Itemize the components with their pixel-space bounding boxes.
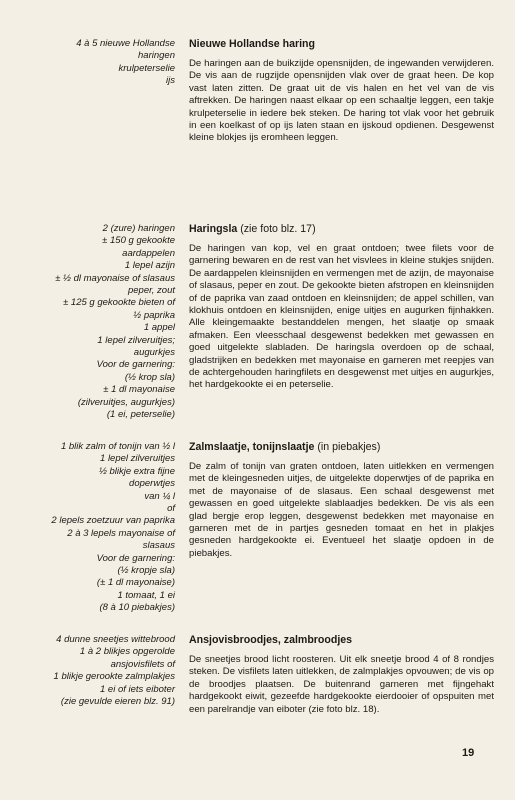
recipe-title xyxy=(189,223,494,236)
ingredient-line: 4 à 5 nieuwe Hollandse xyxy=(76,38,175,49)
ingredient-line: 1 appel xyxy=(143,322,175,334)
ingredient-line: aardappelen xyxy=(122,247,175,259)
ingredient-line: ± 1 dl mayonaise xyxy=(103,384,175,396)
recipe-body: De haringen aan de buikzijde opensnijden, de ingewanden verwijderen. De vis aan de rugzijde opensnijden vlak over de graat heen. De kop vast laten zitten. De graat uit de vis halen en het vel van de vis aftrekken. De haringen naast elkaar op een schaaltje leggen, een takje krulpeterselie in iedere bek steken. De haring tot vlak voor het gebruik in een koelkast of op ijs laten staan en ijskoud opdienen. Desgewenst kleine blokjes ijs eromheen leggen. xyxy=(189,58,494,144)
ingredient-line: 1 tomaat, 1 ei xyxy=(117,589,175,601)
ingredient-line: 1 lepel azijn xyxy=(124,260,175,272)
ingredient-line: (± 1 dl mayonaise) xyxy=(96,577,175,589)
recipe-text xyxy=(189,441,494,560)
ingredient-line: ± ½ dl mayonaise of slasaus xyxy=(55,272,175,284)
ingredient-line: 1 à 2 blikjes opgerolde xyxy=(79,646,175,658)
ingredient-line: 4 dunne sneetjes wittebrood xyxy=(56,634,175,645)
ingredient-line: (zie gevulde eieren blz. 91) xyxy=(60,696,175,708)
recipe-body: De zalm of tonijn van graten ontdoen, laten uitlekken en vermengen met de kleingesneden uitjes, de uitgelekte doperwtjes of de paprika en met de mayonaise of de slasaus. Een schaal desgewenst met gewassen en goed uitgelekte slablaadjes bedekken. De vis als een glad bergje erop leggen, desgewenst bedekken met mayonaise en garneren met de in partjes gesneden tomaat en het in plakjes gesneden hardgekookte ei. Eventueel het slaatje opdoen in de piebakjes. xyxy=(189,461,494,559)
ingredient-line: 1 lepel zilveruitjes xyxy=(100,453,175,465)
ingredient-list xyxy=(20,38,175,88)
ingredient-line: slasaus xyxy=(142,540,175,552)
ingredient-line: augurkjes xyxy=(133,347,175,359)
recipe-title xyxy=(189,634,494,647)
recipe-title-text: Haringsla xyxy=(189,223,238,235)
ingredient-line: 2 lepels zoetzuur van paprika xyxy=(51,515,175,527)
recipe-body: De sneetjes brood licht roosteren. Uit elk sneetje brood 4 of 8 rondjes steken. De visfilets laten uitlekken, de zalmplakjes opvouwen; de vis op de broodjes plaatsen. De buitenrand garneren met fijngehakt hardgekookt eiwit, gezeefde hardgekookte eierdooier of opspuiten met een parelrandje van eiboter (zie foto blz. 18). xyxy=(189,654,494,715)
ingredient-line: (½ krop sla) xyxy=(124,371,175,383)
ingredient-line: ± 125 g gekookte bieten of xyxy=(63,297,175,309)
recipe-title-note: (in piebakjes) xyxy=(317,441,381,453)
ingredient-line: ansjovisfilets of xyxy=(110,658,175,670)
recipe-title-text: Ansjovisbroodjes, zalmbroodjes xyxy=(189,634,353,646)
ingredient-list xyxy=(20,634,175,708)
ingredient-line: ijs xyxy=(166,75,175,87)
ingredient-list xyxy=(20,223,175,422)
ingredient-line: ± 150 g gekookte xyxy=(102,235,175,247)
ingredient-list xyxy=(20,441,175,615)
recipe-title xyxy=(189,441,494,454)
ingredient-line: ½ paprika xyxy=(133,309,175,321)
ingredient-line: 2 à 3 lepels mayonaise of xyxy=(67,527,175,539)
recipe-title xyxy=(189,38,494,51)
ingredient-line: peper, zout xyxy=(127,285,175,297)
ingredient-line: Voor de garnering: xyxy=(96,552,175,564)
ingredient-line: doperwtjes xyxy=(129,478,175,490)
ingredient-line: (½ kropje sla) xyxy=(117,565,175,577)
ingredient-line: 1 ei of iets eiboter xyxy=(100,683,175,695)
ingredient-line: 1 blik zalm of tonijn van ½ l xyxy=(60,441,175,452)
recipe-title-text: Zalmslaatje, tonijnslaatje xyxy=(189,441,315,453)
ingredient-line: van ¼ l xyxy=(144,490,175,502)
recipe-body: De haringen van kop, vel en graat ontdoen; twee filets voor de garnering bewaren en de rest van het visvlees in kleine stukjes snijden. De aardappelen kleinsnijden en vermengen met de azijn, de mayonaise of slasaus, peper en zout. De gekookte bieten afstropen en kleinsnijden of de paprika van zaad ontdoen en kleinsnijden; de appel schillen, van klokhuis ontdoen en kleinsnijden, enige uitjes en augurken fijnhakken. Alle kleingemaakte bestanddelen mengen, het slaatje op smaak afmaken. Een vleesschaal desgewenst bedekken met gewassen en goed uitgelekte slabladen. De haringsla overdoen op de schaal, gladstrijken en bedekken met mayonaise en garneren met reepjes van de achtergehouden haringfilets en desgewenst met uitjes en augurkjes, het hardgekookte ei en peterselie. xyxy=(189,243,494,391)
recipe-text xyxy=(189,634,494,716)
ingredient-line: 1 lepel zilveruitjes; xyxy=(97,334,175,346)
ingredient-line: Voor de garnering: xyxy=(96,359,175,371)
ingredient-line: krulpeterselie xyxy=(118,62,175,74)
ingredient-line: (8 à 10 piebakjes) xyxy=(99,602,175,614)
ingredient-line: ½ blikje extra fijne xyxy=(98,465,175,477)
ingredient-line: (1 ei, peterselie) xyxy=(106,409,175,421)
recipe-text xyxy=(189,223,494,392)
ingredient-line: of xyxy=(167,503,175,515)
recipe-text xyxy=(189,38,494,145)
ingredient-line: 1 blikje gerookte zalmplakjes xyxy=(53,671,175,683)
ingredient-line: 2 (zure) haringen xyxy=(102,223,175,234)
page-number: 19 xyxy=(462,747,475,759)
recipe-title-text: Nieuwe Hollandse haring xyxy=(189,38,315,50)
ingredient-line: (zilveruitjes, augurkjes) xyxy=(77,396,175,408)
ingredient-line: haringen xyxy=(138,50,175,62)
recipe-title-note: (zie foto blz. 17) xyxy=(240,223,316,235)
